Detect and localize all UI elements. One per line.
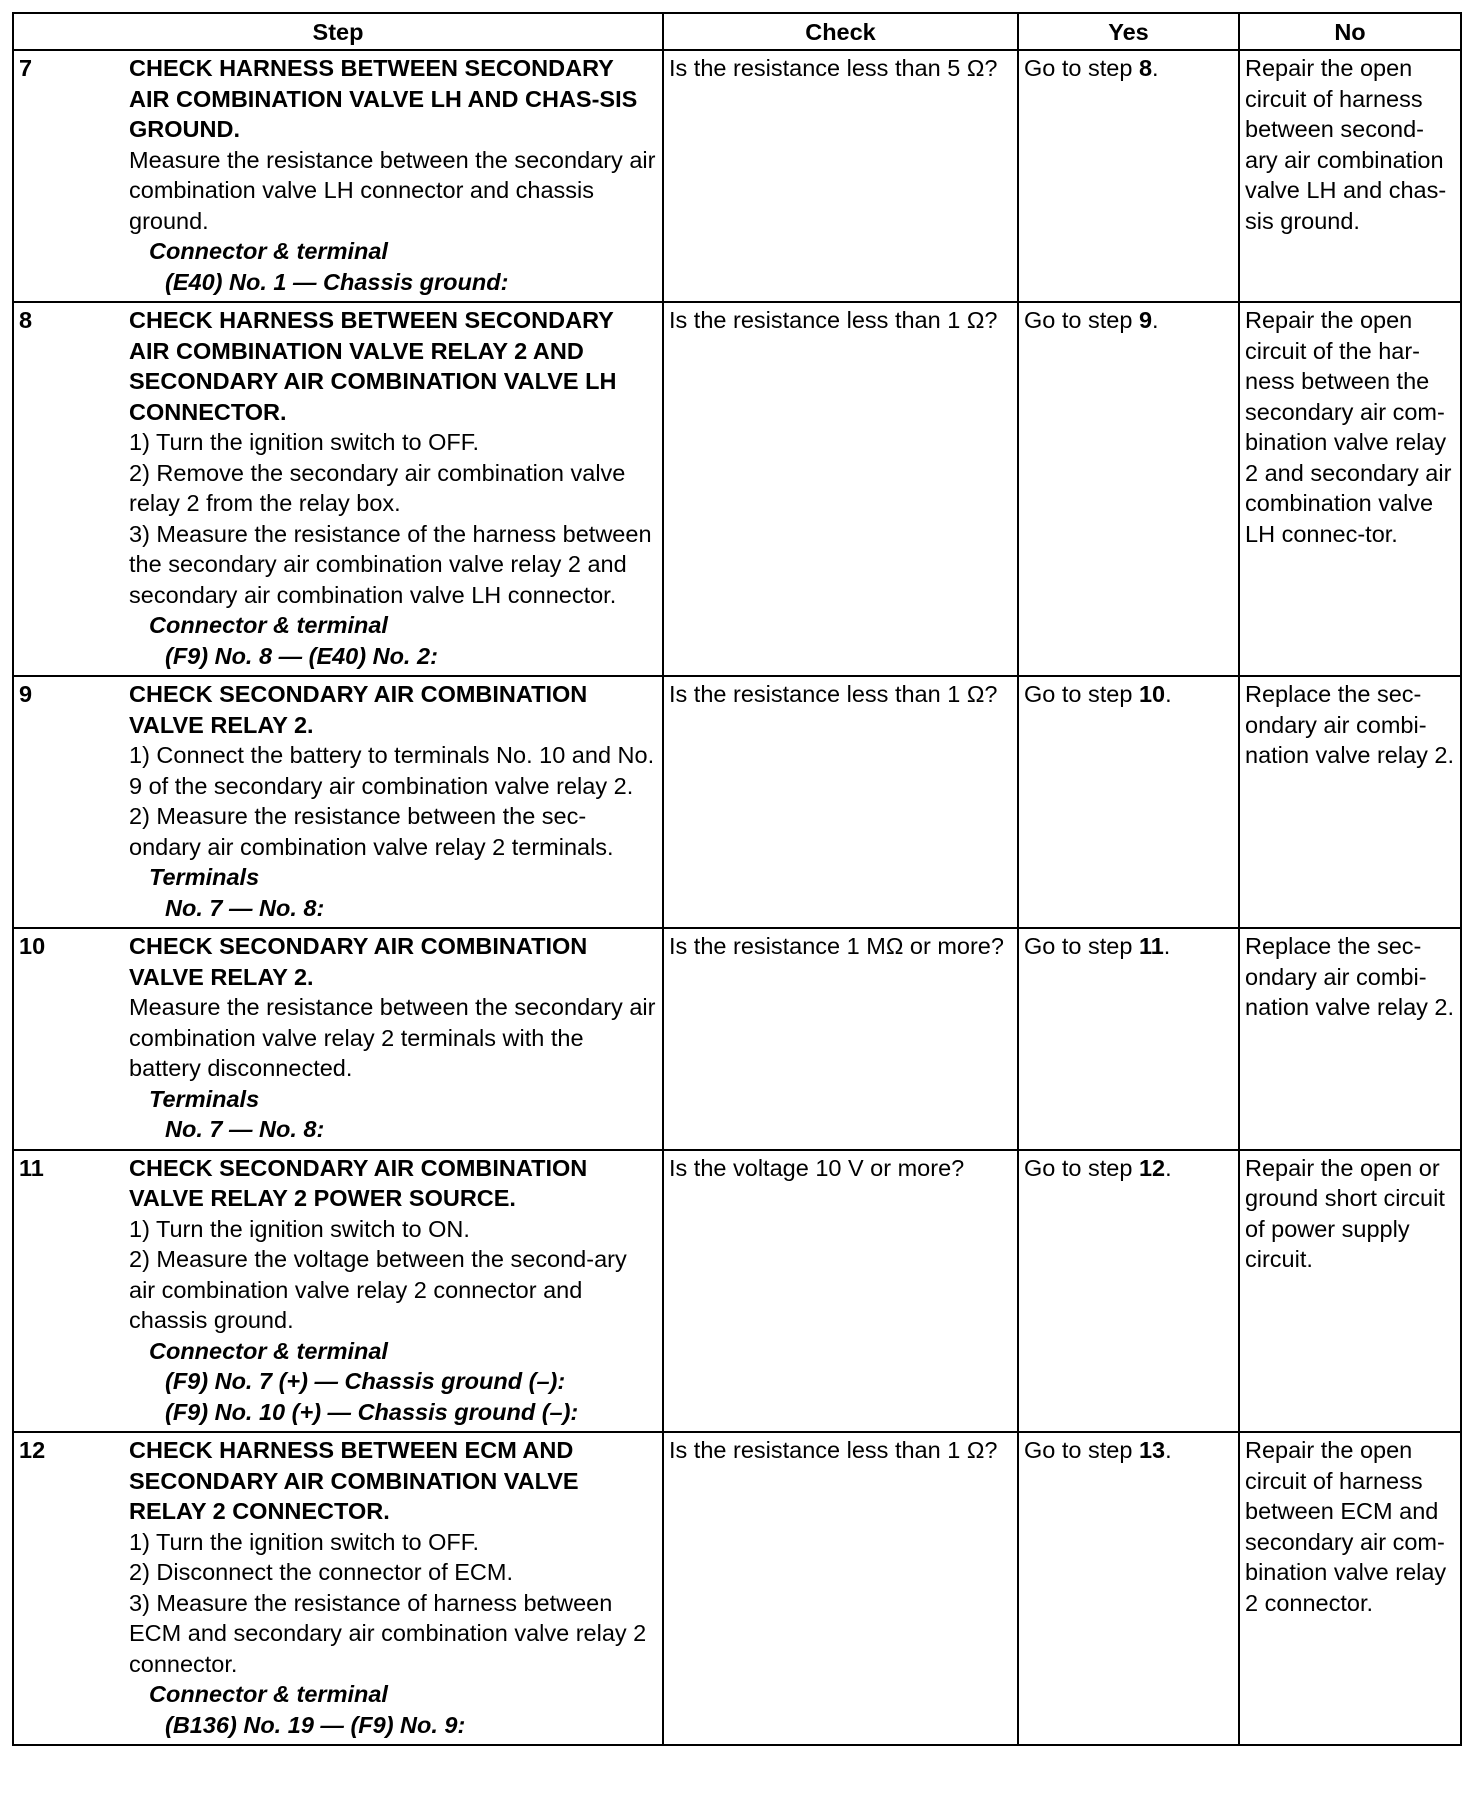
- yes-cell: [1018, 1150, 1239, 1433]
- step-number: 7: [19, 55, 33, 81]
- yes-suffix: .: [1165, 1154, 1172, 1181]
- header-row: [13, 13, 1461, 50]
- spec-label: Connector & terminal: [149, 238, 388, 264]
- no-cell: Repair the open circuit of the har-ness between the secondary air com-bination valve relay 2 and secondary air combination valve LH connec-tor.: [1239, 302, 1461, 676]
- no-cell: Replace the sec-ondary air combi-nation valve relay 2.: [1239, 676, 1461, 928]
- table-row: [13, 1150, 1461, 1433]
- spec-value: (F9) No. 8 — (E40) No. 2:: [165, 642, 438, 669]
- spec-value: (B136) No. 19 — (F9) No. 9:: [165, 1711, 466, 1738]
- step-content: [19, 305, 657, 671]
- yes-suffix: .: [1165, 681, 1172, 707]
- check-cell: Is the voltage 10 V or more?: [663, 1150, 1018, 1433]
- header-step: Step: [13, 13, 663, 50]
- step-instruction: 2) Measure the voltage between the second-ary air combination valve relay 2 connector and chassis ground.: [129, 1246, 627, 1333]
- step-number: 9: [19, 681, 33, 707]
- step-content: [19, 53, 657, 297]
- table-body: [13, 50, 1461, 1745]
- step-title: CHECK SECONDARY AIR COMBINATION VALVE RELAY 2.: [129, 933, 588, 990]
- spec-label: Terminals: [149, 864, 260, 890]
- table-row: [13, 928, 1461, 1150]
- table-row: [13, 1432, 1461, 1745]
- step-cell: [13, 676, 663, 928]
- no-cell: Replace the sec-ondary air combi-nation valve relay 2.: [1239, 928, 1461, 1150]
- yes-step-number: 11: [1138, 933, 1164, 959]
- step-number: 8: [19, 307, 33, 333]
- yes-step-number: 8: [1138, 55, 1153, 81]
- step-title: CHECK HARNESS BETWEEN SECONDARY AIR COMBINATION VALVE RELAY 2 AND SECONDARY AIR COMBINATION VALVE LH CONNECTOR.: [129, 307, 617, 425]
- spec-value: (F9) No. 7 (+) — Chassis ground (–):: [165, 1368, 566, 1394]
- yes-prefix: Go to step: [1024, 1154, 1139, 1181]
- step-body: [129, 53, 657, 297]
- no-cell: Repair the open or ground short circuit of power supply circuit.: [1239, 1150, 1461, 1433]
- yes-prefix: Go to step: [1024, 933, 1139, 959]
- step-cell: [13, 928, 663, 1150]
- spec-label: Connector & terminal: [149, 1681, 388, 1707]
- step-instruction: 1) Turn the ignition switch to OFF.: [129, 1528, 480, 1555]
- step-title: CHECK HARNESS BETWEEN ECM AND SECONDARY AIR COMBINATION VALVE RELAY 2 CONNECTOR.: [129, 1437, 579, 1524]
- step-instruction: 2) Measure the resistance between the sec-ondary air combination valve relay 2 terminals.: [129, 803, 614, 860]
- step-content: [19, 679, 657, 923]
- check-cell: Is the resistance less than 1 Ω?: [663, 302, 1018, 676]
- step-content: [19, 931, 657, 1145]
- step-body: [129, 1153, 657, 1428]
- step-title: CHECK HARNESS BETWEEN SECONDARY AIR COMBINATION VALVE LH AND CHAS-SIS GROUND.: [129, 55, 638, 142]
- spec-value: (E40) No. 1 — Chassis ground:: [165, 268, 509, 295]
- step-body: [129, 931, 657, 1145]
- step-content: [19, 1153, 657, 1428]
- yes-step-number: 13: [1138, 1437, 1166, 1463]
- spec-value: No. 7 — No. 8:: [165, 894, 325, 921]
- header-check: Check: [663, 13, 1018, 50]
- step-instruction: Measure the resistance between the secondary air combination valve LH connector and chassis ground.: [129, 146, 656, 234]
- yes-step-number: 9: [1138, 307, 1153, 333]
- table-row: [13, 302, 1461, 676]
- step-title: CHECK SECONDARY AIR COMBINATION VALVE RELAY 2 POWER SOURCE.: [129, 1154, 588, 1211]
- check-cell: Is the resistance less than 1 Ω?: [663, 1432, 1018, 1745]
- yes-cell: [1018, 302, 1239, 676]
- yes-cell: [1018, 928, 1239, 1150]
- spec-value: No. 7 — No. 8:: [165, 1116, 325, 1142]
- spec-value: (F9) No. 10 (+) — Chassis ground (–):: [165, 1398, 579, 1425]
- table-row: [13, 50, 1461, 302]
- diagnostic-table: [12, 12, 1462, 1746]
- yes-prefix: Go to step: [1024, 681, 1139, 707]
- yes-step-number: 10: [1138, 681, 1166, 707]
- step-instruction: 3) Measure the resistance of the harness between the secondary air combination valve relay 2 and secondary air combination valve LH connector.: [129, 520, 652, 608]
- step-instruction: 1) Turn the ignition switch to ON.: [129, 1215, 470, 1242]
- step-instruction: 2) Disconnect the connector of ECM.: [129, 1559, 514, 1585]
- step-instruction: 3) Measure the resistance of harness between ECM and secondary air combination valve relay 2 connector.: [129, 1589, 647, 1677]
- step-instruction: 1) Connect the battery to terminals No. 10 and No. 9 of the secondary air combination valve relay 2.: [129, 742, 655, 799]
- step-instruction: Measure the resistance between the secondary air combination valve relay 2 terminals with the battery disconnected.: [129, 994, 656, 1081]
- yes-prefix: Go to step: [1024, 307, 1139, 333]
- spec-label: Connector & terminal: [149, 612, 388, 638]
- no-cell: Repair the open circuit of harness between ECM and secondary air com-bination valve relay 2 connector.: [1239, 1432, 1461, 1745]
- step-cell: [13, 302, 663, 676]
- yes-prefix: Go to step: [1024, 1437, 1139, 1463]
- step-body: [129, 679, 657, 923]
- yes-prefix: Go to step: [1024, 55, 1139, 81]
- yes-suffix: .: [1163, 933, 1171, 959]
- spec-label: Terminals: [149, 1085, 260, 1112]
- step-content: [19, 1435, 657, 1740]
- no-cell: Repair the open circuit of harness between second-ary air combination valve LH and chas-sis ground.: [1239, 50, 1461, 302]
- yes-suffix: .: [1165, 1437, 1172, 1463]
- step-number: 12: [19, 1437, 46, 1463]
- yes-step-number: 12: [1138, 1154, 1166, 1181]
- step-instruction: 2) Remove the secondary air combination valve relay 2 from the relay box.: [129, 459, 626, 516]
- yes-cell: [1018, 676, 1239, 928]
- header-no: No: [1239, 13, 1461, 50]
- header-yes: Yes: [1018, 13, 1239, 50]
- table-row: [13, 676, 1461, 928]
- step-number: 11: [19, 1154, 44, 1181]
- step-cell: [13, 1150, 663, 1433]
- check-cell: Is the resistance 1 MΩ or more?: [663, 928, 1018, 1150]
- step-cell: [13, 1432, 663, 1745]
- step-instruction: 1) Turn the ignition switch to OFF.: [129, 429, 480, 455]
- step-cell: [13, 50, 663, 302]
- check-cell: Is the resistance less than 5 Ω?: [663, 50, 1018, 302]
- step-number: 10: [19, 933, 46, 959]
- step-title: CHECK SECONDARY AIR COMBINATION VALVE RELAY 2.: [129, 681, 588, 738]
- yes-cell: [1018, 1432, 1239, 1745]
- check-cell: Is the resistance less than 1 Ω?: [663, 676, 1018, 928]
- yes-suffix: .: [1152, 55, 1159, 81]
- spec-label: Connector & terminal: [149, 1337, 388, 1364]
- yes-suffix: .: [1152, 307, 1159, 333]
- step-body: [129, 1435, 657, 1740]
- step-body: [129, 305, 657, 671]
- yes-cell: [1018, 50, 1239, 302]
